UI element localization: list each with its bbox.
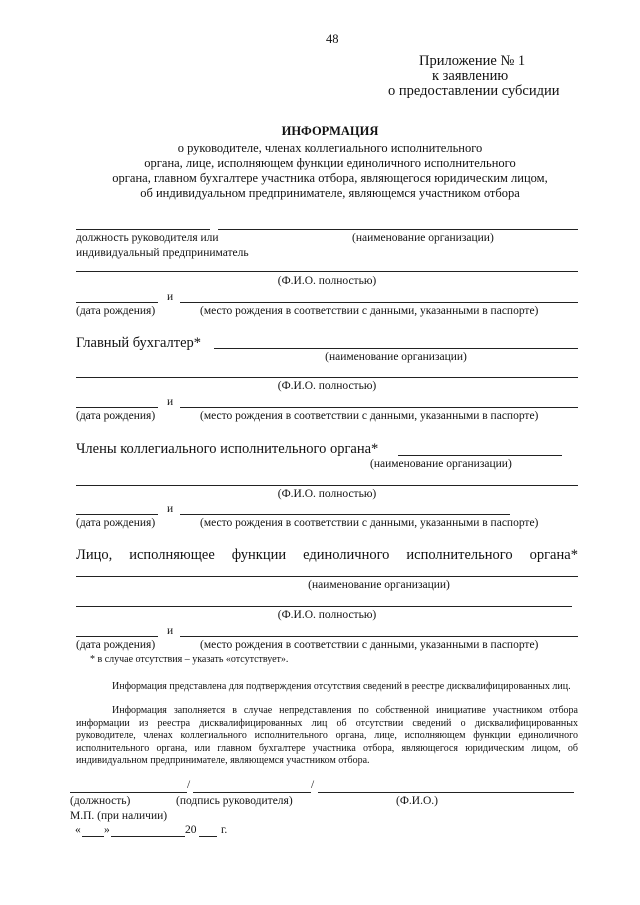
accountant-birth-place-field[interactable]: [180, 407, 578, 408]
date-quote-open: «: [75, 824, 81, 836]
date-year-field[interactable]: [199, 836, 217, 837]
heading-line-4: об индивидуальном предпринимателе, являющемся участником отбора: [140, 186, 520, 200]
and-text: и: [167, 625, 174, 637]
accountant-org-label: (наименование организации): [325, 351, 467, 363]
position-label-1: должность руководителя или: [76, 232, 219, 244]
board-org-field[interactable]: [398, 455, 562, 456]
note-paragraph-1: Информация представлена для подтверждения отсутствия сведений в реестре дисквалифицированных лиц.: [112, 681, 571, 692]
birth-date-label: (дата рождения): [76, 305, 156, 317]
birth-place-field[interactable]: [180, 302, 578, 303]
appendix-line-2: к заявлению: [432, 68, 509, 84]
sole-title-word: органа*: [529, 547, 578, 563]
sole-birth-date-field[interactable]: [76, 636, 158, 637]
footnote: * в случае отсутствия – указать «отсутствует».: [90, 654, 289, 665]
position-label-2: индивидуальный предприниматель: [76, 247, 249, 259]
heading-line-2: органа, лице, исполняющем функции единоличного исполнительного: [144, 156, 516, 170]
heading-line-3: органа, главном бухгалтере участника отбора, являющегося юридическим лицом,: [112, 171, 548, 185]
date-year-prefix: 20: [185, 824, 197, 836]
birth-place-label: (место рождения в соответствии с данными, указанными в паспорте): [200, 639, 539, 651]
signature-sign-field[interactable]: [193, 792, 311, 793]
accountant-fio-field[interactable]: [76, 377, 578, 378]
sole-title-word: функции: [231, 547, 287, 563]
sole-executive-title: [76, 548, 578, 563]
birth-place-label: (место рождения в соответствии с данными, указанными в паспорте): [200, 517, 539, 529]
sole-title-word: исполнительного: [406, 547, 513, 563]
board-org-label: (наименование организации): [370, 458, 512, 470]
birth-date-label: (дата рождения): [76, 639, 156, 651]
fio-field[interactable]: [76, 271, 578, 272]
date-day-field[interactable]: [82, 836, 104, 837]
signature-position-label: (должность): [70, 795, 131, 807]
sole-birth-place-field[interactable]: [180, 636, 578, 637]
accountant-org-field[interactable]: [214, 348, 578, 349]
appendix-line-1: Приложение № 1: [419, 53, 526, 69]
date-month-field[interactable]: [111, 836, 185, 837]
note-paragraph-2: Информация заполняется в случае непредставления по собственной инициативе участником отбора информации из реестра дисквалифицированных лиц об отсутствии сведений о дисквалифицированных руководителе, членах коллегиального исполнительного органа, лице, исполняющем функции единоличного исполнительного органа, или главном бухгалтере участника отбора, являющегося юридическим лицом, об индивидуальном предпринимателе, являющемся участником отбора.: [76, 705, 578, 767]
sole-fio-field[interactable]: [76, 606, 572, 607]
birth-date-label: (дата рождения): [76, 410, 156, 422]
board-birth-place-field[interactable]: [180, 514, 510, 515]
sole-fio-label: (Ф.И.О. полностью): [277, 609, 377, 621]
signature-position-field[interactable]: [70, 792, 187, 793]
birth-date-label: (дата рождения): [76, 517, 156, 529]
sole-title-word: Лицо,: [76, 547, 113, 563]
org-name-label: (наименование организации): [352, 232, 494, 244]
birth-date-field[interactable]: [76, 302, 158, 303]
board-birth-date-field[interactable]: [76, 514, 158, 515]
appendix-line-3: о предоставлении субсидии: [388, 83, 560, 99]
board-fio-field[interactable]: [76, 485, 578, 486]
signature-fio-label: (Ф.И.О.): [396, 795, 438, 807]
sole-org-field[interactable]: [76, 576, 578, 577]
slash-separator: /: [311, 779, 315, 791]
position-field[interactable]: [76, 229, 210, 230]
sole-org-label: (наименование организации): [308, 579, 450, 591]
sole-title-word: исполняющее: [129, 547, 215, 563]
accountant-title: Главный бухгалтер*: [76, 335, 202, 351]
page-number: 48: [326, 32, 339, 46]
and-text: и: [167, 503, 174, 515]
accountant-fio-label: (Ф.И.О. полностью): [277, 380, 377, 392]
fio-label: (Ф.И.О. полностью): [277, 275, 377, 287]
slash-separator: /: [187, 779, 191, 791]
birth-place-label: (место рождения в соответствии с данными, указанными в паспорте): [200, 410, 539, 422]
signature-fio-field[interactable]: [318, 792, 574, 793]
birth-place-label: (место рождения в соответствии с данными, указанными в паспорте): [200, 305, 539, 317]
heading-line-1: о руководителе, членах коллегиального исполнительного: [177, 141, 483, 155]
board-title: Члены коллегиального исполнительного органа*: [76, 441, 379, 457]
date-quote-close: »: [104, 824, 110, 836]
accountant-birth-date-field[interactable]: [76, 407, 158, 408]
signature-sign-label: (подпись руководителя): [176, 795, 293, 807]
stamp-label: М.П. (при наличии): [70, 810, 168, 822]
document-title: ИНФОРМАЦИЯ: [281, 124, 379, 138]
org-name-field[interactable]: [218, 229, 578, 230]
date-year-suffix: г.: [221, 824, 228, 836]
sole-title-word: единоличного: [303, 547, 390, 563]
and-text: и: [167, 291, 174, 303]
board-fio-label: (Ф.И.О. полностью): [277, 488, 377, 500]
and-text: и: [167, 396, 174, 408]
